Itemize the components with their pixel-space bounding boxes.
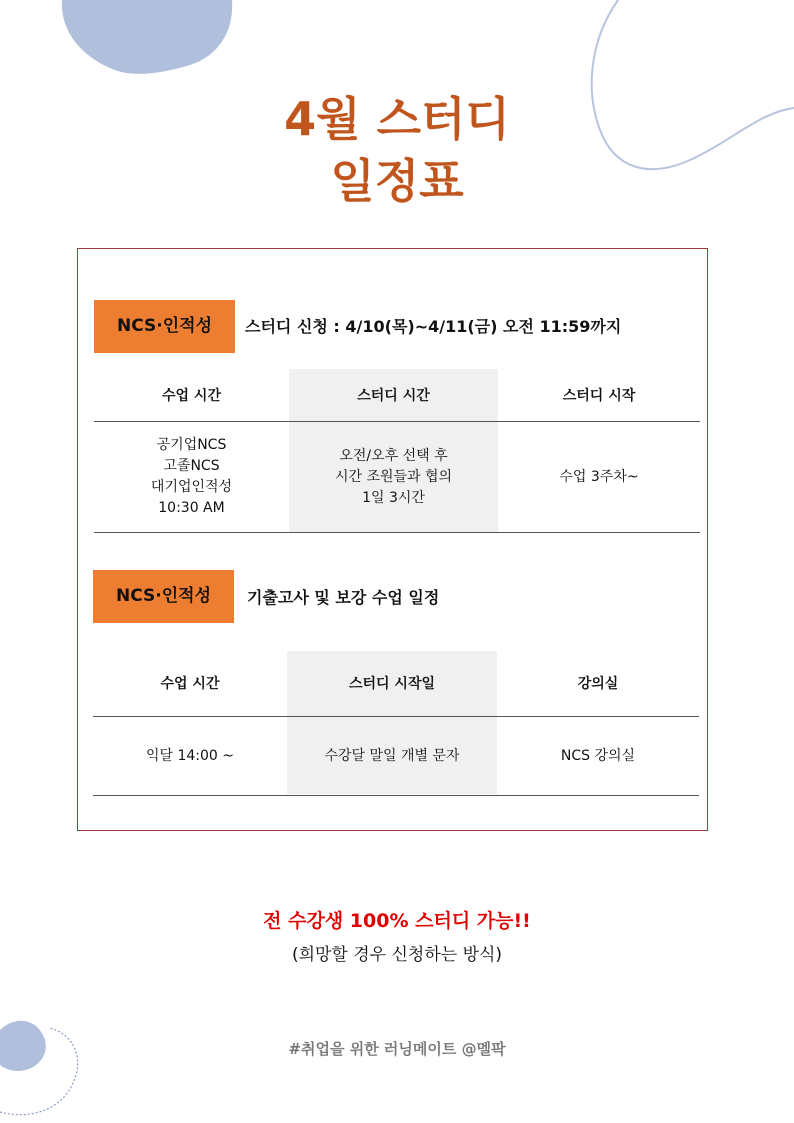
- section1-header-start: 스터디 시작: [562, 387, 636, 404]
- section2-header-start-day: 스터디 시작일: [348, 675, 436, 692]
- top-left-blob: [62, 0, 232, 74]
- section1-header-class-time: 수업 시간: [162, 387, 221, 404]
- page-title-line1: 4월 스터디: [284, 92, 510, 146]
- notice-sub: (희망할 경우 신청하는 방식): [291, 945, 503, 965]
- section1-bottom-divider: [94, 532, 700, 533]
- footer-tagline: #취업을 위한 러닝메이트 @멜팍: [288, 1040, 506, 1058]
- section1-heading: 스터디 신청 : 4/10(목)~4/11(금) 오전 11:59까지: [245, 317, 622, 336]
- section2-header-divider: [93, 716, 699, 717]
- section2-heading: 기출고사 및 보강 수업 일정: [247, 588, 440, 607]
- schedule-panel: [77, 248, 708, 831]
- page-title-line2: 일정표: [330, 154, 464, 208]
- section2-header-room: 강의실: [577, 675, 619, 692]
- section1-header-divider: [94, 421, 700, 422]
- section1-header-study-time: 스터디 시간: [357, 387, 430, 404]
- section2-tag: NCS·인적성: [93, 570, 234, 623]
- section2-cell-room: NCS 강의실: [560, 747, 636, 764]
- section1-tag: NCS·인적성: [94, 300, 235, 353]
- section1-cell-start: 수업 3주차~: [559, 468, 639, 485]
- section2-cell-class-time: 익달 14:00 ~: [145, 747, 235, 764]
- section1-cell-class-time: 공기업NCS 고졸NCS 대기업인적성 10:30 AM: [150, 437, 233, 516]
- section1-cell-study-time: 오전/오후 선택 후 시간 조원들과 협의 1일 3시간: [334, 447, 453, 506]
- section2-header-class-time: 수업 시간: [160, 675, 220, 692]
- section2-bottom-divider: [93, 795, 699, 796]
- section2-cell-start-day: 수강달 말일 개별 문자: [324, 747, 460, 764]
- notice-main: 전 수강생 100% 스터디 가능!!: [263, 910, 531, 932]
